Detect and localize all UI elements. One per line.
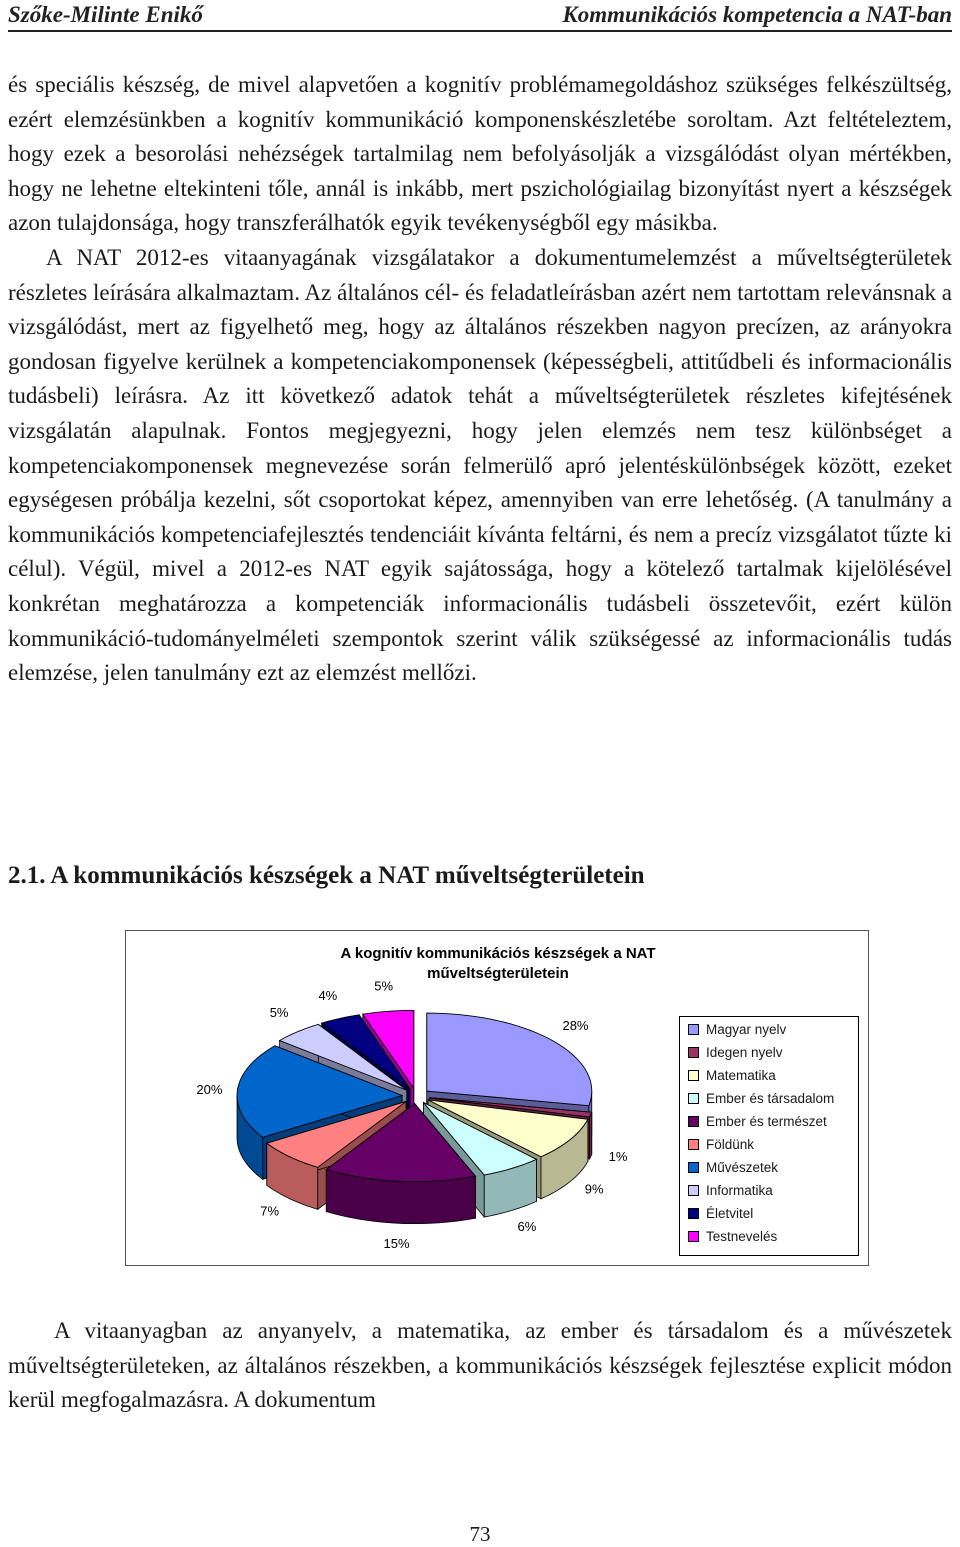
legend-item: [688, 1090, 834, 1106]
data-label: 28%: [562, 1017, 589, 1033]
legend-label: Testnevelés: [706, 1229, 778, 1245]
legend-label: Magyar nyelv: [706, 1021, 787, 1037]
legend-item: [688, 1206, 753, 1222]
legend-swatch: [688, 1116, 699, 1127]
legend-item: [688, 1021, 786, 1037]
data-label: 9%: [584, 1181, 604, 1197]
chart-title-line2: műveltségterületein: [427, 965, 569, 982]
chart-title-line1: A kognitív kommunikációs készségek a NAT: [340, 945, 656, 962]
legend-label: Ember és természet: [706, 1113, 827, 1129]
legend-item: [688, 1113, 827, 1129]
data-label: 20%: [196, 1081, 223, 1097]
body-text-continued: [8, 1314, 952, 1418]
section-heading: 2.1. A kommunikációs készségek a NAT műveltségterületein: [8, 862, 645, 889]
legend-item: [688, 1229, 777, 1245]
body-text: [8, 68, 952, 691]
data-label: 7%: [260, 1203, 280, 1219]
legend-swatch: [688, 1185, 699, 1196]
page-number: 73: [469, 1522, 491, 1546]
data-label: 5%: [269, 1005, 289, 1021]
paragraph-3: A vitaanyagban az anyanyelv, a matematika, az ember és társadalom és a művészetek műveltségterületeken, az általános részekben, a kommunikációs készségek fejlesztése explicit módon kerül megfogalmazásra. A dokumentum: [8, 1318, 952, 1413]
legend-label: Életvitel: [706, 1206, 754, 1222]
legend-label: Földünk: [706, 1137, 755, 1152]
legend-swatch: [688, 1139, 699, 1150]
data-label: 1%: [608, 1149, 628, 1165]
data-label: 5%: [374, 978, 394, 994]
legend-swatch: [688, 1047, 699, 1058]
legend-item: [688, 1067, 776, 1083]
legend-swatch: [688, 1162, 699, 1173]
data-label: 15%: [383, 1235, 410, 1251]
legend-swatch: [688, 1231, 699, 1242]
header-author: Szőke-Milinte Enikő: [8, 2, 203, 27]
legend-swatch: [688, 1024, 699, 1035]
chart-legend: [679, 1016, 859, 1256]
legend-item: [688, 1044, 783, 1060]
running-header: [8, 0, 952, 32]
data-label: 6%: [517, 1219, 537, 1235]
legend-item: [688, 1137, 754, 1153]
header-title: Kommunikációs kompetencia a NAT-ban: [562, 2, 952, 27]
data-label: 4%: [318, 987, 338, 1003]
legend-swatch: [688, 1093, 699, 1104]
legend-label: Matematika: [706, 1067, 776, 1083]
legend-label: Idegen nyelv: [706, 1044, 783, 1060]
legend-label: Informatika: [706, 1183, 773, 1199]
paragraph-1: és speciális készség, de mivel alapvetően a kognitív problémamegoldáshoz szükséges felkészültség, ezért elemzésünkben a kognitív kommunikáció komponenskészletébe soroltam. Azt feltételeztem, hogy ezek a besorolási nehézségek tartalmilag nem befolyásolják a vizsgálódást olyan mértékben, hogy ne lehetne eltekinteni tőle, annál is inkább, mert pszichológiailag bizonyítást nyert a készségek azon tulajdonsága, hogy transzferálhatók egyik tevékenységből egy másikba.: [8, 72, 952, 236]
legend-item: [688, 1160, 778, 1176]
paragraph-2: A NAT 2012-es vitaanyagának vizsgálatakor a dokumentumelemzést a műveltségterületek részletes leírására alkalmaztam. Az általános cél- és feladatleírásban azért nem tartottam relevánsnak a vizsgálódást, mert az figyelhető meg, hogy az általános részekben nagyon precízen, az arányokra gondosan figyelve kerülnek a kompetenciakomponensek (képességbeli, attitűdbeli és informacionális tudásbeli) leírásra. Az itt következő adatok tehát a műveltségterületek részletes kifejtésének vizsgálatán alapulnak. Fontos megjegyezni, hogy jelen elemzés nem tesz különbséget a kompetenciakomponensek megnevezése során felmerülő apró jelentéskülönbségek között, ezeket egységesen próbálja kezelni, sőt csoportokat képez, amennyiben van erre lehetőség. (A tanulmány a kommunikációs kompetenciafejlesztés tendenciáit kívánta feltárni, és nem a precíz vizsgálatot tűzte ki célul). Végül, mivel a 2012-es NAT egyik sajátossága, hogy a kötelező tartalmak kijelölésével konkrétan meghatározza a kompetenciák informacionális tudásbeli összetevőit, ezért külön kommunikáció-tudományelméleti szempontok szerint válik szükségessé az informacionális tudás elemzése, jelen tanulmány ezt az elemzést mellőzi.: [8, 244, 952, 686]
legend-label: Művészetek: [706, 1160, 779, 1176]
legend-label: Ember és társadalom: [706, 1090, 835, 1106]
legend-swatch: [688, 1070, 699, 1081]
pie-chart: [125, 930, 869, 1266]
legend-swatch: [688, 1208, 699, 1219]
legend-item: [688, 1183, 773, 1199]
